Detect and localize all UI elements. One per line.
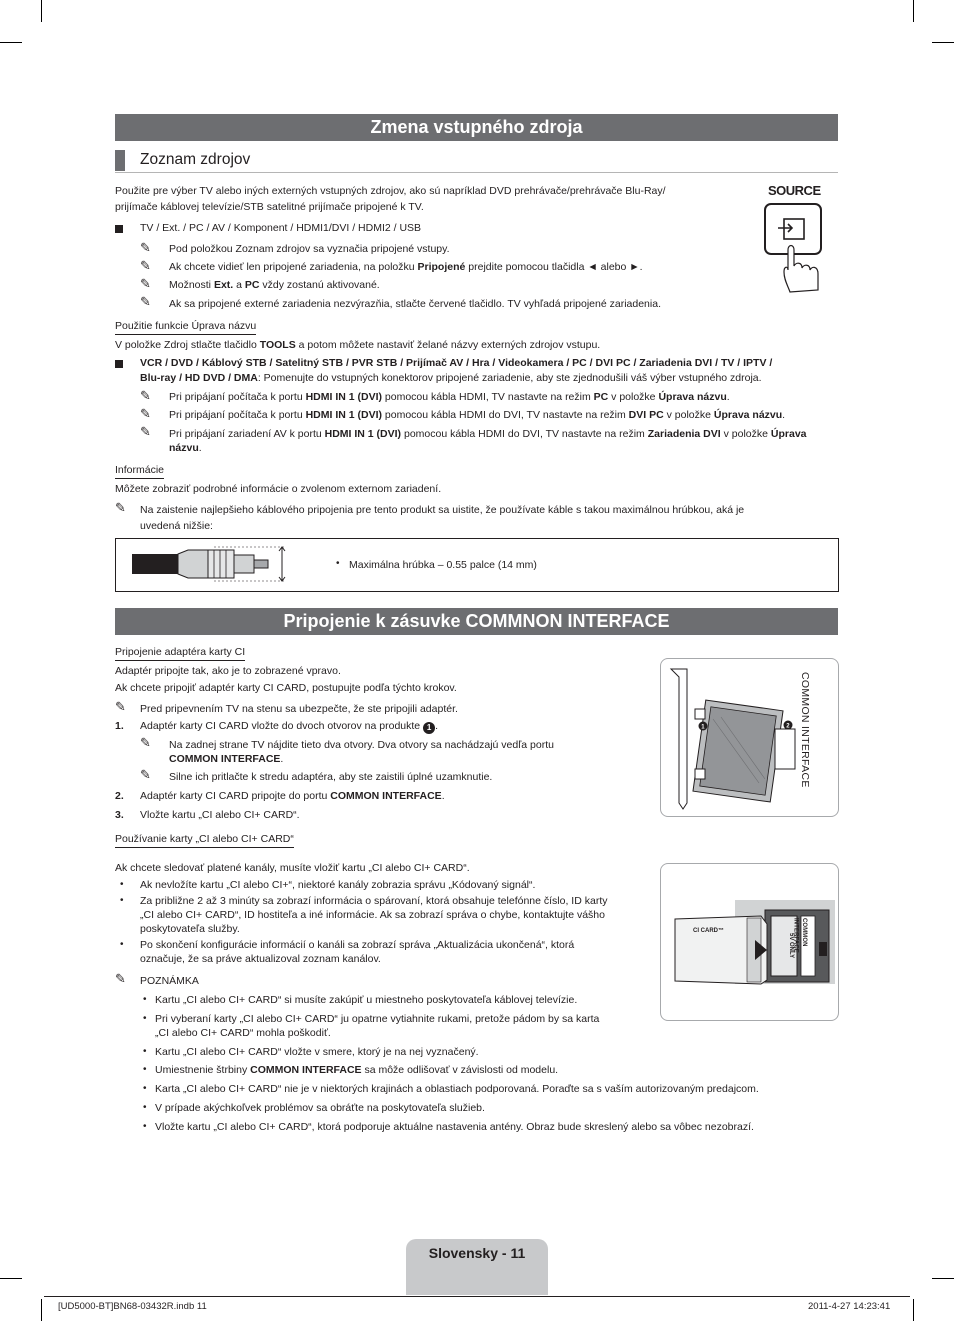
img-badge-2: 2 <box>786 723 790 730</box>
bullet-dot: • <box>143 1121 147 1132</box>
n6-b: HDMI IN 1 (DVI) <box>305 409 382 421</box>
note-pencil-icon: ✎ <box>140 406 151 421</box>
crop-mark <box>0 42 22 43</box>
adapter-p1: Adaptér pripojte tak, ako je to zobrazené vpravo. <box>115 665 341 677</box>
ci-bullet-1: Ak nevložíte kartu „CI alebo CI+“, niektoré kanály zobrazia správu „Kódovaný signál“. <box>140 879 536 891</box>
edit-text-a: V položke Zdroj stlačte tlačidlo <box>115 339 260 351</box>
ci-note-2-line-2: „CI alebo CI+ CARD“ mohla poškodiť. <box>155 1027 331 1039</box>
note-1: Pod položkou Zoznam zdrojov sa vyznačia pripojené vstupy. <box>169 243 450 255</box>
ci-note-4 <box>155 1063 558 1077</box>
note-pencil-icon: ✎ <box>140 424 151 439</box>
source-list: TV / Ext. / PC / AV / Komponent / HDMI1/DVI / HDMI2 / USB <box>140 222 422 234</box>
step-1-note-end: . <box>280 753 284 765</box>
ci-note-4-b: COMMON INTERFACE <box>250 1064 362 1076</box>
n5-d: PC <box>593 391 609 403</box>
bullet-dot: • <box>336 558 340 569</box>
note-pencil-icon: ✎ <box>140 388 151 403</box>
bullet-dot: • <box>143 1013 147 1024</box>
bullet-dot: • <box>143 1064 147 1075</box>
note-pencil-icon: ✎ <box>115 699 126 714</box>
section-title-input-source: Zmena vstupného zdroja <box>115 114 838 141</box>
step-1-end: . <box>435 720 438 732</box>
list-square-bullet <box>115 225 123 233</box>
step-1-note-1-line-2 <box>169 752 283 766</box>
n6-e: v položke <box>663 409 714 421</box>
file-name: [UD5000-BT]BN68-03432R.indb 11 <box>58 1301 207 1312</box>
n6-g: . <box>782 409 786 421</box>
step-2-a: Adaptér karty CI CARD pripojte do portu <box>140 790 331 802</box>
ci-note-4-c: sa môže odlišovať v závislosti od modelu. <box>361 1064 559 1076</box>
note-2-bold: Pripojené <box>417 261 466 273</box>
ci-note-3: Kartu „CI alebo CI+ CARD“ vložte v smere, ktorý je na nej vyznačený. <box>155 1046 479 1058</box>
slot-voltage-label: 5V ONLY <box>788 933 794 959</box>
n7-f: Úprava <box>770 428 807 440</box>
n6-d: DVI PC <box>628 409 664 421</box>
n7-a: Pri pripájaní zariadení AV k portu <box>169 428 325 440</box>
subsection-title: Zoznam zdrojov <box>140 151 251 168</box>
note-pc-hdmi <box>169 390 730 404</box>
n7-g: názvu <box>169 442 199 454</box>
adapter-heading: Pripojenie adaptéra karty CI <box>115 645 245 661</box>
edit-text-c: a potom môžete nastaviť želané názvy externých zdrojov vstupu. <box>295 339 601 351</box>
ci-bullet-2-line-2: „CI alebo CI+ CARD“, ID hostiteľa a iné informácie. Ak sa zobrazí správa o chybe, kontaktujte vášho <box>140 909 605 921</box>
step-badge-1: 1 <box>423 722 435 734</box>
bullet-dot: • <box>143 1083 147 1094</box>
n6-c: pomocou kábla HDMI do DVI, TV nastavte na režim <box>382 409 629 421</box>
source-button-icon <box>760 200 830 296</box>
ci-card-heading: Používanie karty „CI alebo CI+ CARD“ <box>115 832 294 848</box>
step-1-body: Adaptér karty CI CARD vložte do dvoch otvorov na produkte <box>140 720 424 732</box>
step-2-c: . <box>441 790 445 802</box>
note-pencil-icon: ✎ <box>140 258 151 273</box>
edit-name-text <box>115 338 600 352</box>
device-list-line-2 <box>140 371 762 385</box>
n6-f: Úprava názvu <box>713 409 783 421</box>
ci-note-4-a: Umiestnenie štrbiny <box>155 1064 251 1076</box>
note-pencil-icon: ✎ <box>140 276 151 291</box>
crop-mark <box>41 0 42 22</box>
ci-card-insert-illustration <box>661 864 837 1018</box>
edit-name-heading: Použitie funkcie Úprava názvu <box>115 319 256 335</box>
ci-card-label: CI CARD™ <box>693 928 724 934</box>
step-2-number: 2. <box>115 790 124 802</box>
intro-line-1: Použite pre výber TV alebo iných externých vstupných zdrojov, ako sú napríklad DVD prehrávače/prehrávače Blu-Ray/ <box>115 185 666 197</box>
slot-label: COMMON INTERFACE <box>792 918 807 953</box>
n7-b: HDMI IN 1 (DVI) <box>324 428 402 440</box>
bullet-dot: • <box>120 939 124 950</box>
ci-note-6: V prípade akýchkoľvek problémov sa obráťte na poskytovateľa služieb. <box>155 1102 485 1114</box>
step-2-b: COMMON INTERFACE <box>330 790 442 802</box>
adapter-p2: Ak chcete pripojiť adaptér karty CI CARD, postupujte podľa týchto krokov. <box>115 682 457 694</box>
note-pencil-icon: ✎ <box>140 767 151 782</box>
common-interface-label: COMMON INTERFACE <box>799 672 811 788</box>
note-pencil-icon: ✎ <box>140 294 151 309</box>
ci-bullet-2-line-3: poskytovateľa služby. <box>140 923 240 935</box>
device-list-line-1: VCR / DVD / Káblový STB / Satelitný STB / PVR STB / Prijímač AV / Hra / Videokamera / PC / DVI PC / Zariadenia DVI / TV / IPTV / <box>140 357 773 369</box>
device-list-bold: Blu-ray / HD DVD / DMA <box>140 372 258 384</box>
ci-note-2-line-1: Pri vyberaní karty „CI alebo CI+ CARD“ ju opatrne vytiahnite rukami, pretože pádom by sa karta <box>155 1013 600 1025</box>
ci-bullet-3-line-2: označuje, že sa práve aktualizoval zoznam kanálov. <box>140 953 381 965</box>
info-heading: Informácie <box>115 463 164 479</box>
note-3 <box>169 278 380 292</box>
section-title-common-interface: Pripojenie k zásuvke COMMNON INTERFACE <box>115 608 838 635</box>
note-4: Ak sa pripojené externé zariadenia nezvýrazňia, stlačte červené tlačidlo. TV vyhľadá pripojené zariadenia. <box>169 298 661 310</box>
cable-illustration <box>130 545 290 583</box>
bullet-dot: • <box>120 895 124 906</box>
device-list-rest: : Pomenujte do vstupných konektorov pripojené zariadenie, aby ste zjednodušili váš výber vstupného zdroja. <box>257 372 762 384</box>
step-1-text <box>140 719 438 734</box>
ci-bullet-3-line-1: Po skončení konfigurácie informácií o kanáli sa zobrazí správa „Aktualizácia ukončená“, ktorá <box>140 939 575 951</box>
ci-card-intro: Ak chcete sledovať platené kanály, musíte vložiť kartu „CI alebo CI+ CARD“. <box>115 862 470 874</box>
subsection-bar <box>115 150 125 171</box>
footer-rule <box>44 1296 910 1297</box>
crop-mark <box>913 1299 914 1321</box>
step-2-text <box>140 789 445 803</box>
page-number: Slovensky - 11 <box>428 1245 526 1261</box>
note-heading: POZNÁMKA <box>140 975 199 987</box>
info-note-line-1: Na zaistenie najlepšieho káblového pripojenia pre tento produkt sa uistite, že používate káble s takou maximálnou hrúbkou, aká je <box>140 504 745 516</box>
img-badge-1: 1 <box>701 724 705 731</box>
n7-d: Zariadenia DVI <box>647 428 721 440</box>
source-button-label: SOURCE <box>768 183 821 198</box>
step-1-note-bold: COMMON INTERFACE <box>169 753 281 765</box>
step-3-text: Vložte kartu „CI alebo CI+ CARD“. <box>140 809 300 821</box>
note-3-and: a <box>233 279 245 291</box>
n7-e: v položke <box>720 428 771 440</box>
step-1-note-2: Silne ich pritlačte k stredu adaptéra, aby ste zaistili úplné uzamknutie. <box>169 771 493 783</box>
n5-g: . <box>726 391 730 403</box>
step-1-note-1-line-1: Na zadnej strane TV nájdite tieto dva otvory. Dva otvory sa nachádzajú vedľa portu <box>169 739 554 751</box>
crop-mark <box>932 42 954 43</box>
print-date: 2011-4-27 14:23:41 <box>808 1301 891 1312</box>
bullet-dot: • <box>143 1046 147 1057</box>
page-number-tab <box>406 1239 548 1295</box>
max-thickness-text: Maximálna hrúbka – 0.55 palce (14 mm) <box>349 559 537 571</box>
n5-b: HDMI IN 1 (DVI) <box>305 391 382 403</box>
adapter-note: Pred pripevnením TV na stenu sa ubezpečte, že ste pripojili adaptér. <box>140 703 458 715</box>
n6-a: Pri pripájaní počítača k portu <box>169 409 306 421</box>
ci-bullet-2-line-1: Za približne 2 až 3 minúty sa zobrazí informácia o spárovaní, ktorá obsahuje telefónne číslo, ID karty <box>140 895 608 907</box>
note-av-dvi-line-2 <box>169 441 202 455</box>
intro-line-2: prijímače káblovej televízie/STB satelitné prijímače pripojené k TV. <box>115 201 424 213</box>
note-pencil-icon: ✎ <box>115 971 126 986</box>
ci-note-7: Vložte kartu „CI alebo CI+ CARD“, ktorá podporuje aktuálne nastavenia antény. Obraz bude skreslený alebo sa vôbec nezobrazí. <box>155 1121 754 1133</box>
edit-tools: TOOLS <box>259 339 296 351</box>
note-av-dvi <box>169 427 841 441</box>
n5-c: pomocou kábla HDMI, TV nastavte na režim <box>382 391 594 403</box>
note-3-text-end: vždy zostanú aktivované. <box>259 279 380 291</box>
ci-note-5: Karta „CI alebo CI+ CARD“ nie je v niektorých krajinách a oblastiach podporovaná. Poraďte sa s vaším autorizovaným predajcom. <box>155 1083 759 1095</box>
n5-a: Pri pripájaní počítača k portu <box>169 391 306 403</box>
bullet-dot: • <box>120 879 124 890</box>
bullet-dot: • <box>143 1102 147 1113</box>
note-3-ext: Ext. <box>213 279 234 291</box>
note-3-pc: PC <box>244 279 260 291</box>
crop-mark <box>932 1278 954 1279</box>
info-text: Môžete zobraziť podrobné informácie o zvolenom externom zariadení. <box>115 483 442 495</box>
note-2 <box>169 260 643 274</box>
note-pencil-icon: ✎ <box>140 240 151 255</box>
note-2-text-end: prejdite pomocou tlačidla ◄ alebo ►. <box>465 261 643 273</box>
n7-c: pomocou kábla HDMI do DVI, TV nastavte na režim <box>401 428 648 440</box>
list-square-bullet <box>115 360 123 368</box>
note-3-text: Možnosti <box>169 279 214 291</box>
step-1-number: 1. <box>115 720 124 732</box>
note-pc-dvi <box>169 408 785 422</box>
ci-note-1: Kartu „CI alebo CI+ CARD“ si musíte zakúpiť u miestneho poskytovateľa káblovej televízie. <box>155 994 578 1006</box>
note-pencil-icon: ✎ <box>140 735 151 750</box>
step-3-number: 3. <box>115 809 124 821</box>
subsection-header-source-list <box>115 149 838 173</box>
crop-mark <box>41 1299 42 1321</box>
n5-f: Úprava názvu <box>658 391 727 403</box>
note-pencil-icon: ✎ <box>115 500 126 515</box>
n5-e: v položke <box>608 391 659 403</box>
note-2-text: Ak chcete vidieť len pripojené zariadenia, na položku <box>169 261 418 273</box>
crop-mark <box>0 1278 22 1279</box>
bullet-dot: • <box>143 994 147 1005</box>
crop-mark <box>913 0 914 22</box>
info-note-line-2: uvedená nižšie: <box>140 520 213 532</box>
n7-h: . <box>198 442 202 454</box>
